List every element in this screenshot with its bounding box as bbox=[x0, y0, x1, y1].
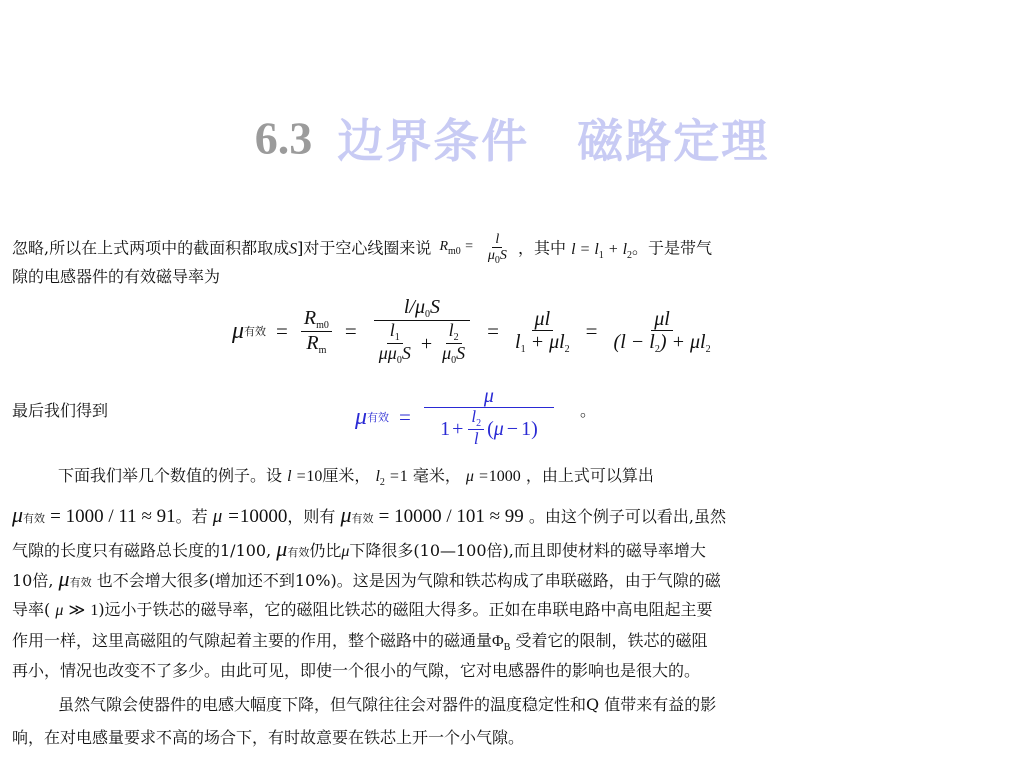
para1-line1 bbox=[12, 232, 712, 267]
formula-rm0-fraction: $\frac{l}{\mu_0S}$ bbox=[487, 232, 507, 267]
body-line8: 虽然气隙会使器件的电感大幅度下降，但气隙往往会对器件的温度稳定性和Q 值带来有益的影 bbox=[58, 695, 717, 714]
body-line9: 响，在对电感量要求不高的场合下，有时故意要在铁芯上开一个小气隙。 bbox=[12, 728, 525, 747]
text: ，其中 bbox=[517, 238, 566, 258]
result-label: 最后我们得到 bbox=[12, 401, 109, 420]
equation-result: μ 有效 = μ 1 + $\frac{l_2}{l}$ ( μ − 1 ) bbox=[355, 382, 557, 452]
text: ]对于空心线圈来说 bbox=[297, 238, 432, 258]
text: 忽略,所以在上式两项中的截面积都取成 bbox=[12, 238, 290, 258]
formula-rm0: $R_{m0}$ = bbox=[439, 238, 474, 257]
body-line3: 气隙的长度只有磁路总长度的1/100, μ有效仍比μ下降很多(10—100倍),而且即使材料的磁导率增大 bbox=[12, 536, 706, 561]
example-line1: 下面我们举几个数值的例子。设 l =10厘米， $l_2 =1$ 毫米， μ =1000 ，由上式可以算出 bbox=[58, 466, 654, 488]
page-title bbox=[0, 105, 1024, 171]
section-title: 边界条件 磁路定理 bbox=[337, 114, 770, 168]
body-line7: 再小，情况也改变不了多少。由此可见，即使一个很小的气隙，它对电感器件的影响也是很大的。 bbox=[12, 661, 701, 680]
equation-mu-eff: μ 有效 = $\frac{R_{m0}}{R_m}$ = $l/\mu_0S$ $\frac{l_1}{\mu\mu_0S}$ + $\frac{l_2}{\mu_0S}$ = $\frac{\mu l}{l_1 + \mu l_2}$ = $\frac{\mu l}{(l - l_2) + \mu l_2}$ bbox=[232, 296, 711, 366]
para1-line2: 隙的电感器件的有效磁导率为 bbox=[12, 267, 221, 286]
example-line2: μ有效 = 1000 / 11 ≈ 91。若 μ =10000，则有 μ有效 = 10000 / 101 ≈ 99 。由这个例子可以看出,虽然 bbox=[12, 502, 726, 527]
math-S: S bbox=[289, 240, 298, 258]
body-line4: 10倍, μ有效 也不会增大很多(增加还不到10%)。这是因为气隙和铁芯构成了串联磁路，由于气隙的磁 bbox=[12, 566, 721, 591]
formula-l-sum: $l = l_1 + l_2$ bbox=[571, 240, 633, 261]
result-end: 。 bbox=[580, 401, 597, 420]
text: 。于是带气 bbox=[632, 238, 713, 258]
body-line6: 作用一样，这里高磁阻的气隙起着主要的作用，整个磁路中的磁通量$\Phi_B$ 受着它的限制，铁芯的磁阻 bbox=[12, 631, 708, 653]
body-line5: 导率( μ ≫ 1)远小于铁芯的磁导率，它的磁阻比铁芯的磁阻大得多。正如在串联电路中高电阻起主要 bbox=[12, 600, 713, 619]
section-number: 6.3 bbox=[254, 112, 313, 164]
